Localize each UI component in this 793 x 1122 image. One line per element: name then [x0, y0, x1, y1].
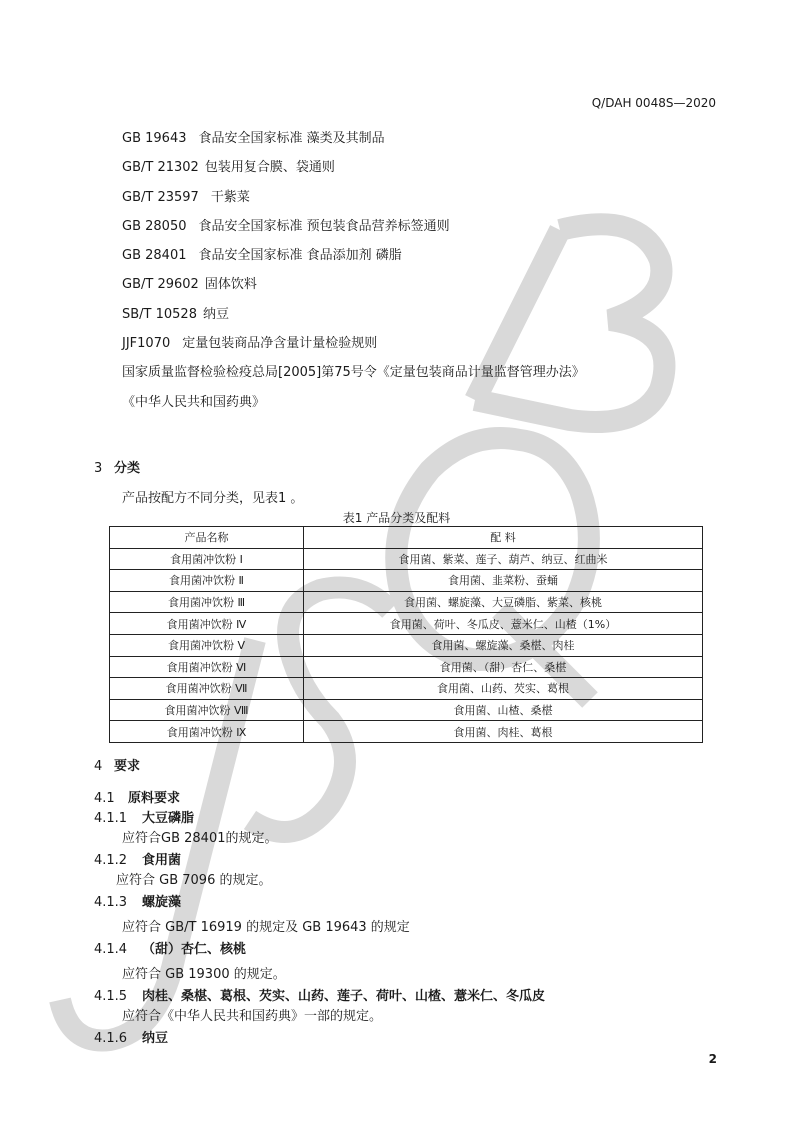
product-name-cell: 食用菌冲饮粉 Ⅶ [110, 678, 304, 700]
reference-code: GB/T 29602 [122, 277, 199, 293]
product-name-cell: 食用菌冲饮粉 Ⅱ [110, 570, 304, 592]
reference-item [122, 189, 585, 218]
clause-number: 4.1.6 [94, 1031, 128, 1046]
section-title: 要求 [114, 759, 141, 774]
section-title: 分类 [114, 461, 141, 476]
reference-title: 国家质量监督检验检疫总局[2005]第75号令《定量包装商品计量监督管理办法》 [122, 365, 585, 381]
reference-title: 食品安全国家标准 食品添加剂 磷脂 [198, 248, 402, 264]
reference-item [122, 335, 585, 364]
table-row [110, 591, 703, 613]
document-code: Q/DAH 0048S—2020 [591, 96, 716, 110]
clause-number: 4.1.1 [94, 811, 128, 826]
reference-title: 包装用复合膜、袋通则 [204, 160, 335, 176]
table-row [110, 613, 703, 635]
clause-title: 肉桂、桑椹、葛根、芡实、山药、莲子、荷叶、山楂、薏米仁、冬瓜皮 [142, 989, 546, 1004]
clause-text: 应符合 GB 7096 的规定。 [116, 873, 272, 888]
reference-item [122, 247, 585, 276]
reference-code: JJF1070 [122, 336, 171, 352]
clause-4-1-4-heading [94, 938, 246, 957]
reference-item [122, 364, 585, 393]
section-number: 4 [94, 759, 103, 774]
reference-code: GB 28401 [122, 248, 187, 264]
clause-title: （甜）杏仁、核桃 [142, 942, 247, 957]
clause-4-1-2-heading [94, 849, 181, 868]
product-name-cell: 食用菌冲饮粉 Ⅳ [110, 613, 304, 635]
column-header-ingredients: 配 料 [304, 527, 703, 549]
ingredients-cell: 食用菌、螺旋藻、桑椹、肉桂 [304, 634, 703, 656]
table-row [110, 548, 703, 570]
ingredients-cell: 食用菌、荷叶、冬瓜皮、薏米仁、山楂（1%） [304, 613, 703, 635]
clause-4-1-5-heading [94, 985, 545, 1004]
reference-item [122, 306, 585, 335]
reference-title: 定量包装商品净含量计量检验规则 [182, 336, 378, 352]
product-name-cell: 食用菌冲饮粉 Ⅵ [110, 656, 304, 678]
clause-4-1-3-heading [94, 891, 181, 910]
clause-text: 应符合 GB 19300 的规定。 [122, 967, 286, 982]
ingredients-cell: 食用菌、螺旋藻、大豆磷脂、紫菜、核桃 [304, 591, 703, 613]
subsection-4-1-heading [94, 787, 180, 806]
reference-code: GB 19643 [122, 131, 187, 146]
reference-title: 《中华人民共和国药典》 [122, 394, 266, 410]
reference-item [122, 276, 585, 305]
section-3-heading [94, 457, 140, 476]
subsection-title: 原料要求 [128, 791, 181, 806]
page-number: 2 [708, 1052, 717, 1066]
reference-title: 食品安全国家标准 预包装食品营养标签通则 [198, 218, 450, 234]
clause-title: 食用菌 [142, 853, 182, 868]
clause-text: 应符合 GB/T 16919 的规定及 GB 19643 的规定 [122, 920, 410, 935]
clause-text: 应符合GB 28401的规定。 [122, 831, 278, 846]
clause-number: 4.1.3 [94, 895, 128, 910]
clause-4-1-6-heading [94, 1027, 168, 1046]
clause-4-1-1-heading [94, 807, 194, 826]
ingredients-cell: 食用菌、肉桂、葛根 [304, 721, 703, 743]
table-row [110, 678, 703, 700]
reference-item [122, 394, 585, 423]
product-name-cell: 食用菌冲饮粉 Ⅲ [110, 591, 304, 613]
clause-text: 应符合《中华人民共和国药典》一部的规定。 [122, 1009, 383, 1024]
reference-code: GB/T 23597 [122, 189, 199, 205]
ingredients-cell: 食用菌、韭菜粉、蚕蛹 [304, 570, 703, 592]
clause-title: 螺旋藻 [142, 895, 182, 910]
table-row [110, 656, 703, 678]
table-header-row [110, 527, 703, 549]
reference-title: 纳豆 [202, 306, 229, 322]
table-row [110, 634, 703, 656]
reference-code: GB/T 21302 [122, 160, 199, 176]
reference-title: 固体饮料 [204, 277, 257, 293]
product-name-cell: 食用菌冲饮粉 Ⅷ [110, 699, 304, 721]
reference-title: 食品安全国家标准 藻类及其制品 [198, 131, 385, 146]
clause-number: 4.1.2 [94, 853, 128, 868]
reference-item [122, 218, 585, 247]
section-4-heading [94, 755, 140, 774]
clause-title: 大豆磷脂 [142, 811, 195, 826]
subsection-number: 4.1 [94, 791, 115, 806]
reference-code: SB/T 10528 [122, 306, 197, 322]
reference-code: GB 28050 [122, 218, 187, 234]
reference-title: 干紫菜 [210, 189, 250, 205]
normative-references-list [122, 130, 585, 423]
section-number: 3 [94, 461, 103, 476]
ingredients-cell: 食用菌、山药、芡实、葛根 [304, 678, 703, 700]
classification-table [109, 526, 703, 743]
reference-item [122, 159, 585, 188]
table-row [110, 699, 703, 721]
product-name-cell: 食用菌冲饮粉 Ⅰ [110, 548, 304, 570]
product-name-cell: 食用菌冲饮粉 Ⅸ [110, 721, 304, 743]
table-row [110, 570, 703, 592]
section-3-intro: 产品按配方不同分类，见表1 。 [122, 491, 304, 506]
ingredients-cell: 食用菌、（甜）杏仁、桑椹 [304, 656, 703, 678]
product-name-cell: 食用菌冲饮粉 Ⅴ [110, 634, 304, 656]
clause-number: 4.1.4 [94, 942, 128, 957]
table-row [110, 721, 703, 743]
column-header-product: 产品名称 [110, 527, 304, 549]
table-caption: 表1 产品分类及配料 [342, 511, 451, 525]
clause-title: 纳豆 [142, 1031, 169, 1046]
ingredients-cell: 食用菌、紫菜、莲子、葫芦、纳豆、红曲米 [304, 548, 703, 570]
ingredients-cell: 食用菌、山楂、桑椹 [304, 699, 703, 721]
reference-item [122, 130, 585, 159]
clause-number: 4.1.5 [94, 989, 128, 1004]
